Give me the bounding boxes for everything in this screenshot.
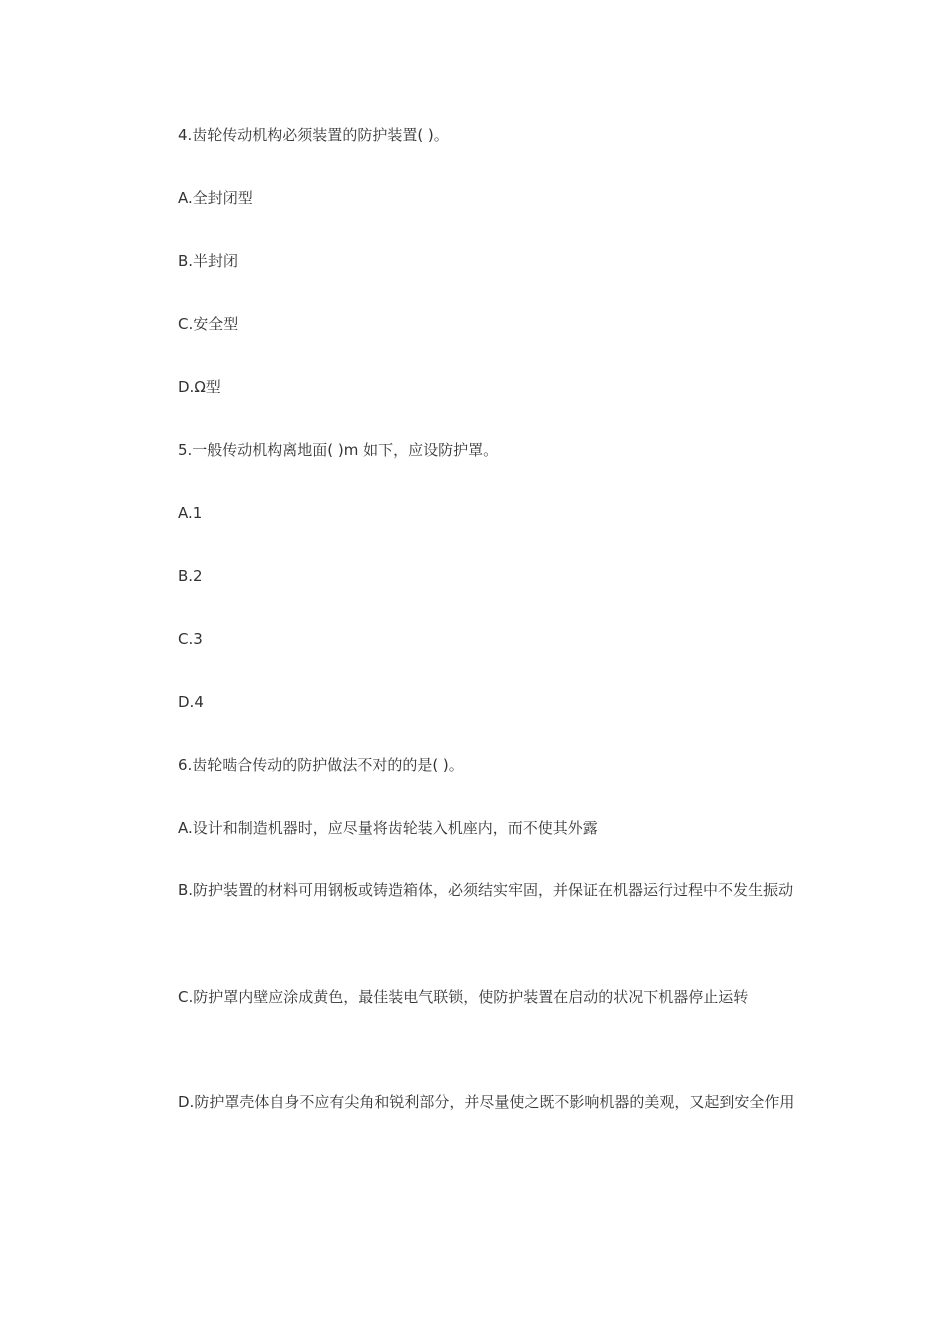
question-6-option-b: B.防护装置的材料可用钢板或铸造箱体，必须结实牢固，并保证在机器运行过程中不发生振动 [178,881,794,899]
question-5-option-a: A.1 [178,504,203,522]
question-6-option-c: C.防护罩内壁应涂成黄色，最佳装电气联锁，使防护装置在启动的状况下机器停止运转 [178,988,749,1006]
question-5-stem: 5.一般传动机构离地面( )m 如下，应设防护罩。 [178,441,499,459]
question-4-stem: 4.齿轮传动机构必须装置的防护装置( )。 [178,126,449,144]
question-6-option-d: D.防护罩壳体自身不应有尖角和锐利部分，并尽量使之既不影响机器的美观，又起到安全作用 [178,1093,795,1111]
question-4-option-b: B.半封闭 [178,252,239,270]
question-4-option-a: A.全封闭型 [178,189,253,207]
question-4-option-c: C.安全型 [178,315,239,333]
question-4-option-d: D.Ω型 [178,378,221,396]
question-5-option-b: B.2 [178,567,203,585]
question-6-option-a: A.设计和制造机器时，应尽量将齿轮装入机座内，而不使其外露 [178,819,598,837]
question-5-option-d: D.4 [178,693,204,711]
question-5-option-c: C.3 [178,630,203,648]
question-6-stem: 6.齿轮啮合传动的防护做法不对的的是( )。 [178,756,464,774]
